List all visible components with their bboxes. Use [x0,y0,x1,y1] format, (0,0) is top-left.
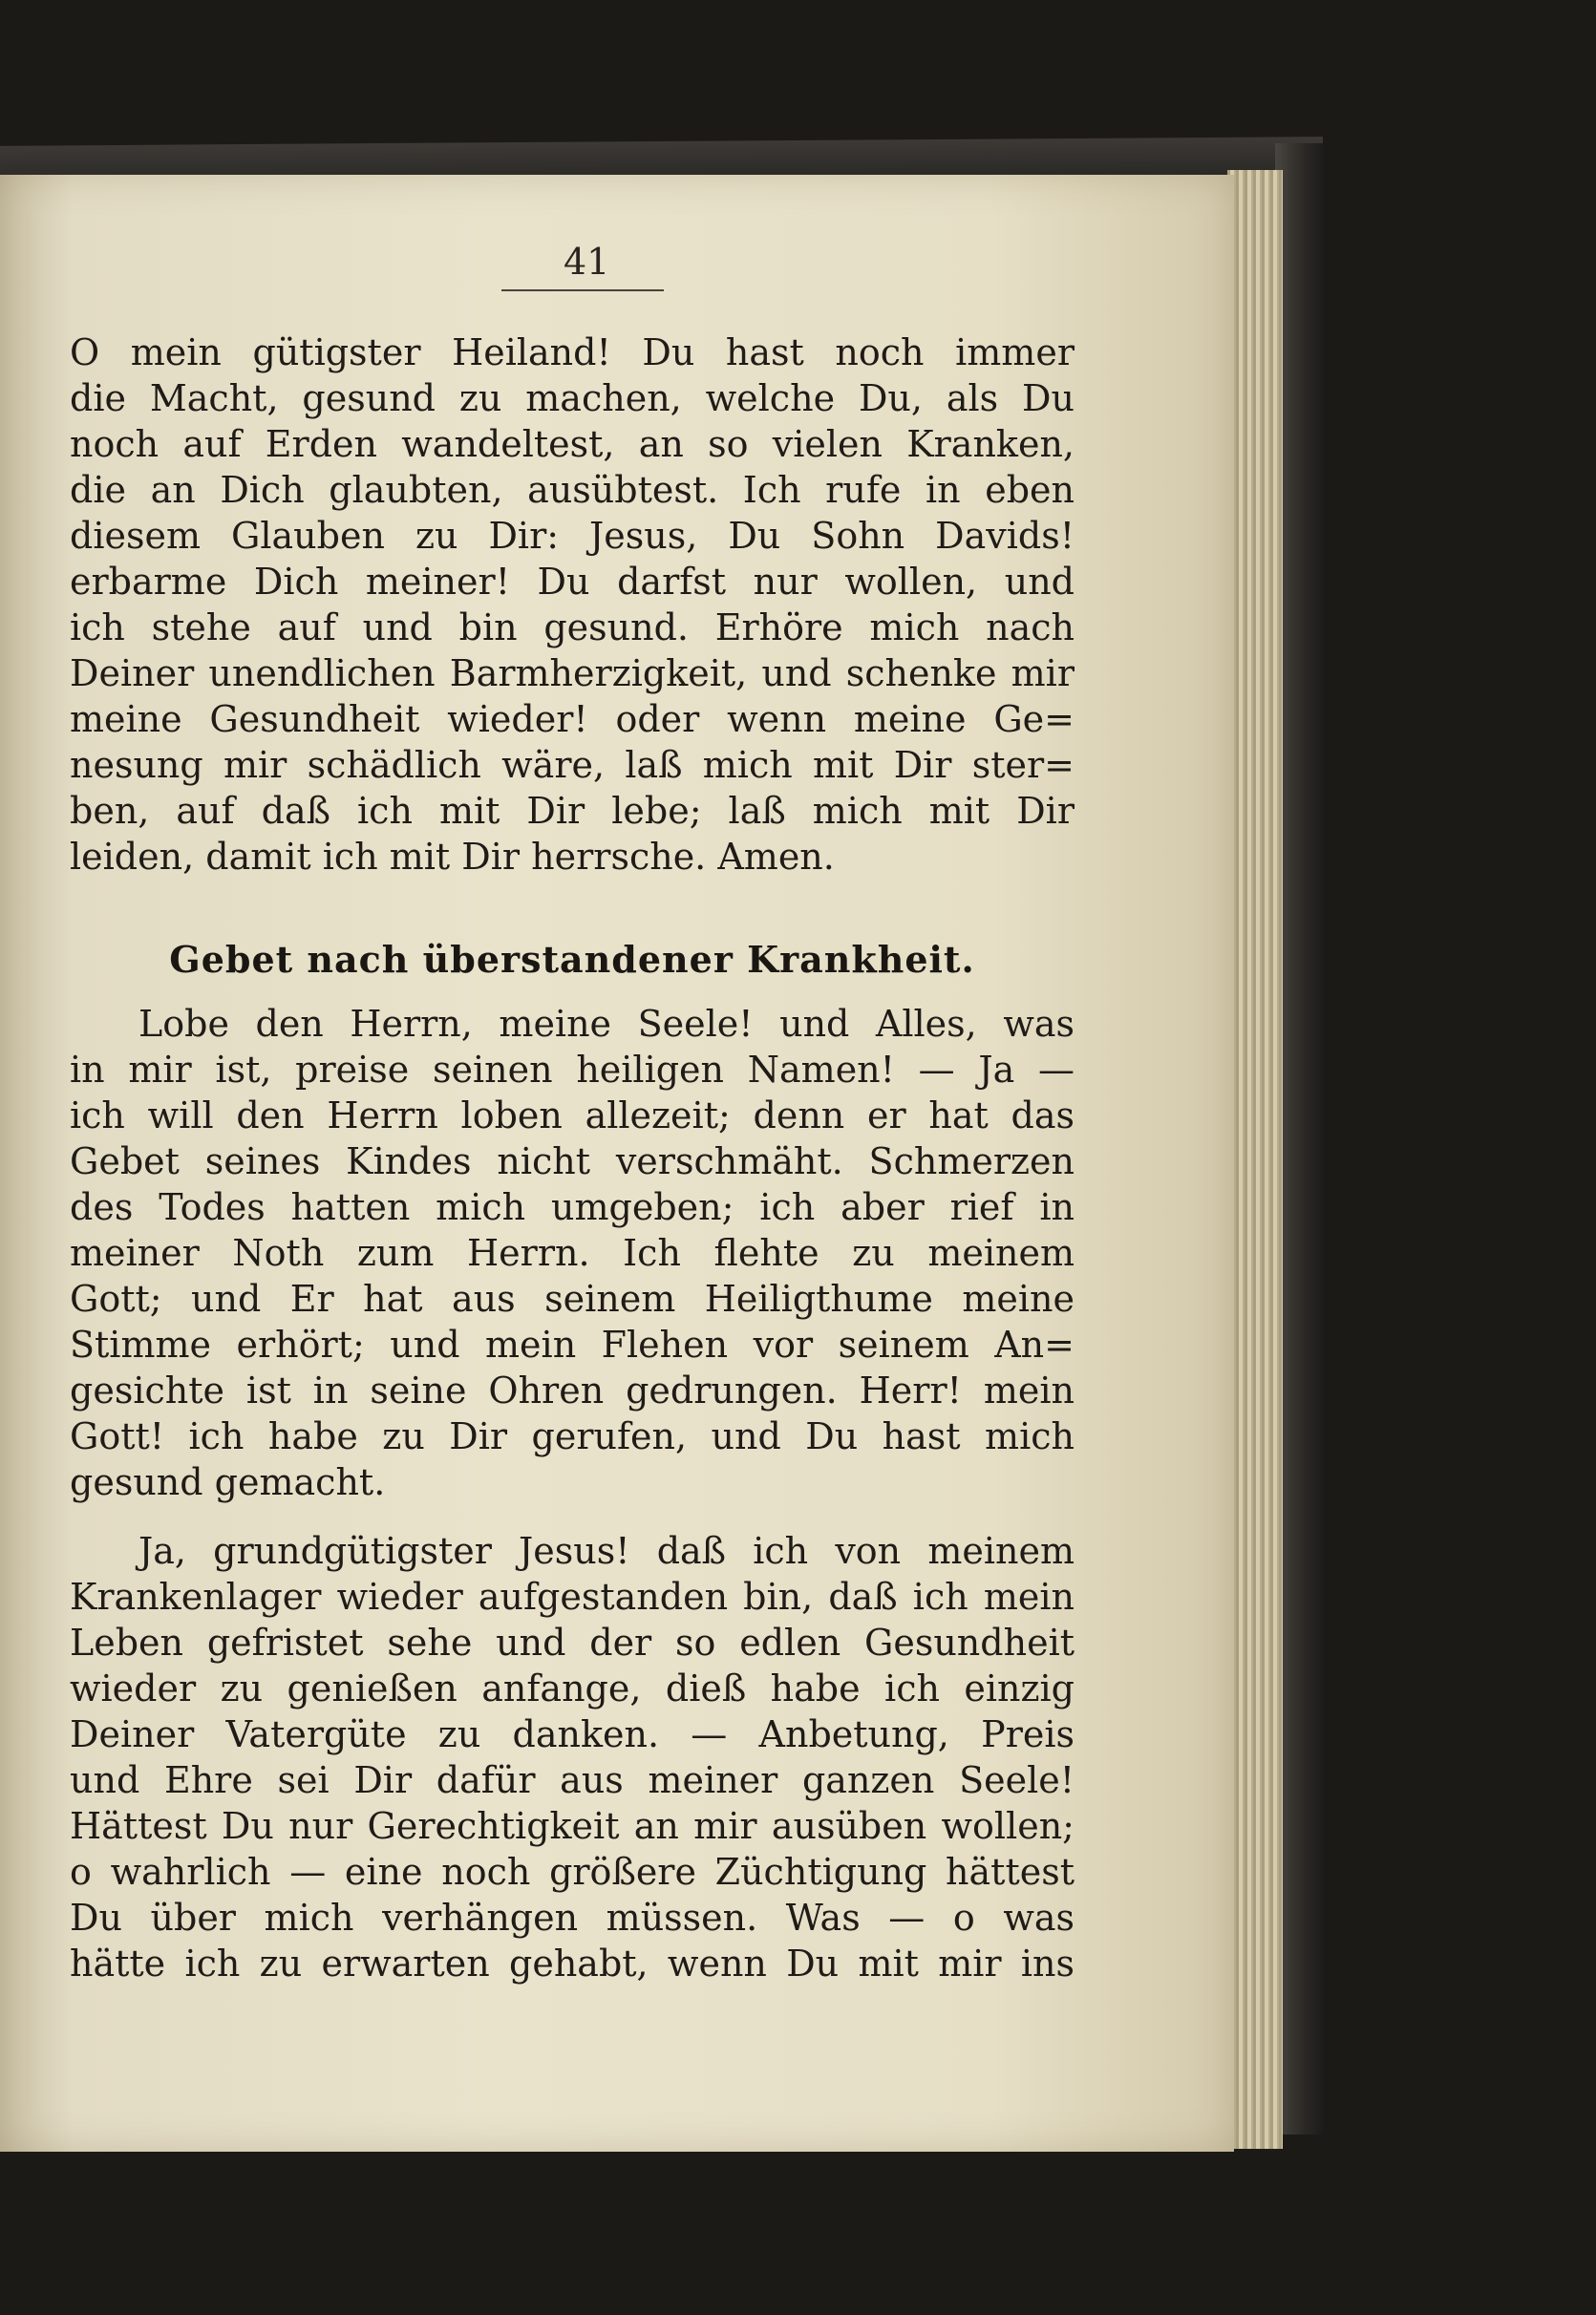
text-line: Krankenlager wieder aufgestanden bin, daß ich mein [70,1576,1075,1618]
page-stack-edges [1227,170,1283,2149]
text-line: des Todes hatten mich umgeben; ich aber rief in [70,1186,1075,1228]
prayer-paragraph-3 [70,1528,1075,1986]
text-line: Hättest Du nur Gerechtigkeit an mir ausüben wollen; [70,1805,1075,1847]
prayer-paragraph-2 [70,1001,1075,1505]
page-number: 41 [564,241,610,283]
text-line: Lobe den Herrn, meine Seele! und Alles, was [138,1003,1075,1045]
text-line: erbarme Dich meiner! Du darfst nur wollen, und [70,561,1075,603]
text-line: wieder zu genießen anfange, dieß habe ich einzig [70,1667,1075,1710]
text-line: o wahrlich — eine noch größere Züchtigung hättest [70,1851,1075,1893]
text-line: Leben gefristet sehe und der so edlen Gesundheit [70,1622,1075,1664]
text-line: ich will den Herrn loben allezeit; denn er hat das [70,1094,1075,1136]
prayer-paragraph-1 [70,329,1075,880]
text-line: nesung mir schädlich wäre, laß mich mit Dir ster= [70,744,1075,786]
text-line: Ja, grundgütigster Jesus! daß ich von meinem [138,1530,1075,1572]
text-line: Gebet seines Kindes nicht verschmäht. Schmerzen [70,1140,1075,1182]
text-line: Gott; und Er hat aus seinem Heiligthume meine [70,1278,1075,1320]
text-line: Gott! ich habe zu Dir gerufen, und Du hast mich [70,1415,1075,1457]
text-line: Deiner unendlichen Barmherzigkeit, und schenke mir [70,652,1075,694]
page-number-rule [501,289,664,291]
text-line: gesund gemacht. [70,1461,386,1503]
text-line: Deiner Vatergüte zu danken. — Anbetung, Preis [70,1713,1075,1755]
text-line: Du über mich verhängen müssen. Was — o was [70,1897,1075,1939]
text-line: ich stehe auf und bin gesund. Erhöre mich nach [70,606,1075,648]
text-line: gesichte ist in seine Ohren gedrungen. Herr! mein [70,1370,1075,1412]
text-line: meine Gesundheit wieder! oder wenn meine Ge= [70,698,1075,740]
text-line: noch auf Erden wandeltest, an so vielen Kranken, [70,423,1075,465]
text-line: diesem Glauben zu Dir: Jesus, Du Sohn Davids! [70,515,1075,557]
text-line: hätte ich zu erwarten gehabt, wenn Du mit mir ins [70,1943,1075,1985]
text-line: meiner Noth zum Herrn. Ich flehte zu meinem [70,1232,1075,1274]
text-line: die Macht, gesund zu machen, welche Du, als Du [70,377,1075,419]
text-line: ben, auf daß ich mit Dir lebe; laß mich mit Dir [70,790,1075,832]
text-line: Stimme erhört; und mein Flehen vor seinem An= [70,1324,1075,1366]
text-line: O mein gütigster Heiland! Du hast noch immer [70,331,1075,373]
text-line: die an Dich glaubten, ausübtest. Ich rufe in eben [70,469,1075,511]
text-line: und Ehre sei Dir dafür aus meiner ganzen Seele! [70,1759,1075,1801]
text-line: leiden, damit ich mit Dir herrsche. Amen. [70,836,835,878]
section-heading: Gebet nach überstandener Krankheit. [169,938,975,981]
text-line: in mir ist, preise seinen heiligen Namen! — Ja — [70,1049,1075,1091]
